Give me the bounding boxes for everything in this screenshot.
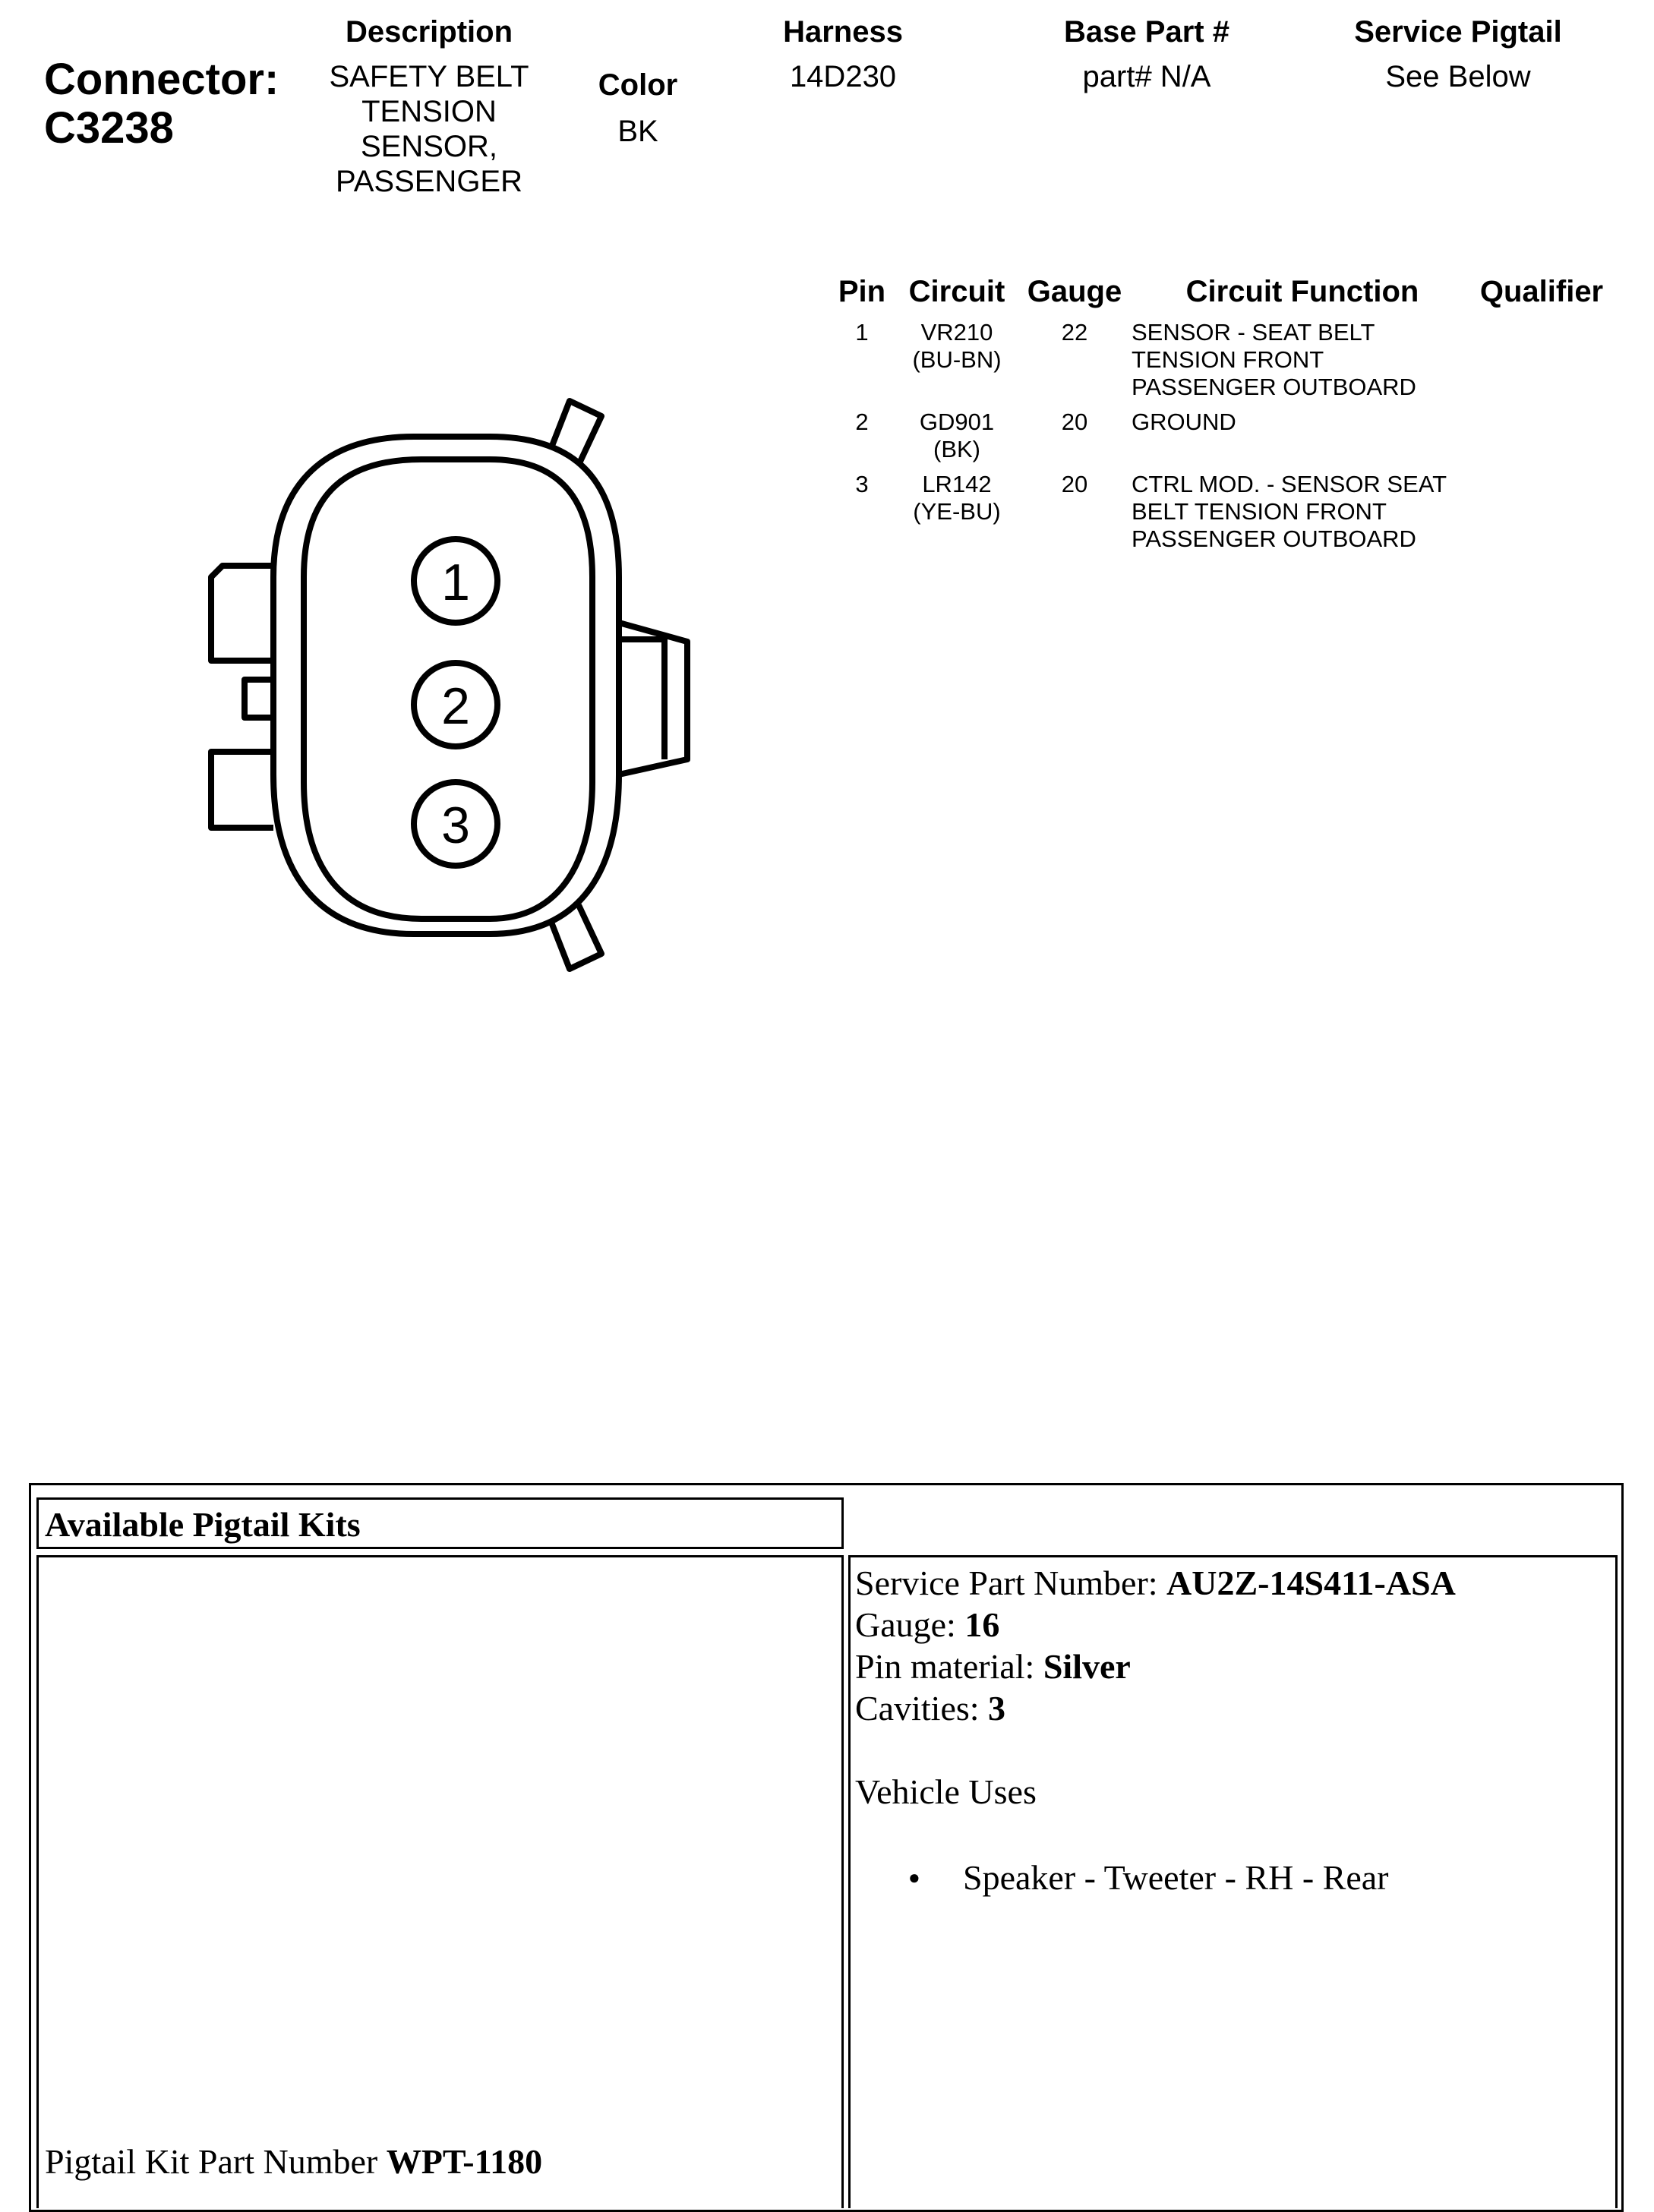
- top-latch: [551, 401, 601, 465]
- pin-label-2: 2: [441, 677, 470, 735]
- table-row-3-function: CTRL MOD. - SENSOR SEAT BELT TENSION FRONT PASSENGER OUTBOARD: [1132, 471, 1447, 552]
- table-row-1-pin: 1: [855, 319, 869, 346]
- pigtail-title-cell: [36, 1497, 844, 1549]
- description-label: Description: [345, 15, 513, 49]
- left-upper-tab: [211, 566, 273, 661]
- color-value: BK: [617, 115, 658, 148]
- service-pigtail-label: Service Pigtail: [1354, 15, 1562, 49]
- gauge-header: Gauge: [1027, 275, 1122, 308]
- cavities-line: [855, 1687, 1456, 1729]
- service-part-value: AU2Z-14S411-ASA: [1166, 1564, 1456, 1602]
- pin-material-value: Silver: [1043, 1647, 1131, 1686]
- vehicle-uses-label: Vehicle Uses: [855, 1772, 1037, 1811]
- table-row-2-circuit: GD901 (BK): [919, 409, 995, 462]
- cavities-value: 3: [988, 1689, 1006, 1728]
- circuit-header: Circuit: [908, 275, 1005, 308]
- color-label: Color: [598, 68, 678, 102]
- pigtail-left-cell: [36, 1555, 844, 2208]
- pin-label-1: 1: [441, 554, 470, 611]
- pin-header: Pin: [838, 275, 886, 308]
- table-row-2-gauge: 20: [1061, 409, 1088, 435]
- table-row-2-pin: 2: [855, 409, 869, 435]
- table-row-3-circuit: LR142 (YE-BU): [913, 471, 1001, 525]
- description-value: SAFETY BELT TENSION SENSOR, PASSENGER: [329, 60, 529, 198]
- connector-label: Connector:: [44, 55, 279, 104]
- pigtail-right-cell: [848, 1555, 1618, 2208]
- left-lower-tab: [211, 752, 273, 828]
- pigtail-section-title: Available Pigtail Kits: [45, 1505, 361, 1544]
- service-part-label: Service Part Number:: [855, 1564, 1167, 1602]
- pigtail-details: [855, 1562, 1456, 1898]
- service-pigtail-value: See Below: [1385, 60, 1531, 93]
- base-part-label: Base Part #: [1064, 15, 1229, 49]
- gauge-label: Gauge:: [855, 1605, 965, 1644]
- qualifier-header: Qualifier: [1479, 275, 1604, 308]
- base-part-value: part# N/A: [1082, 60, 1211, 93]
- table-row-3-gauge: 20: [1061, 471, 1088, 497]
- pin-label-3: 3: [441, 797, 470, 854]
- vehicle-uses-list: [908, 1857, 1456, 1898]
- pigtail-kit-part: [45, 2141, 542, 2182]
- gauge-line: [855, 1604, 1456, 1646]
- cavities-label: Cavities:: [855, 1689, 989, 1728]
- function-header: Circuit Function: [1185, 275, 1419, 308]
- table-row-3-pin: 3: [855, 471, 869, 497]
- right-tab: [619, 623, 687, 775]
- table-row-2-function: GROUND: [1132, 409, 1236, 435]
- table-row-1-circuit: VR210 (BU-BN): [912, 319, 1002, 373]
- table-row-1-gauge: 22: [1061, 319, 1088, 346]
- connector-id: C3238: [44, 103, 174, 153]
- harness-label: Harness: [783, 15, 903, 49]
- pin-material-line: [855, 1646, 1456, 1687]
- list-item: ● Speaker - Tweeter - RH - Rear: [908, 1857, 1456, 1898]
- left-key: [245, 680, 273, 718]
- right-tab-inner: [619, 639, 664, 759]
- harness-value: 14D230: [789, 60, 897, 93]
- service-part-line: [855, 1562, 1456, 1604]
- connector-face-diagram: [0, 0, 759, 1063]
- table-row-1-function: SENSOR - SEAT BELT TENSION FRONT PASSENGER OUTBOARD: [1132, 319, 1416, 400]
- gauge-value: 16: [964, 1605, 1000, 1644]
- pigtail-kit-part-label: Pigtail Kit Part Number: [45, 2142, 387, 2181]
- pin-material-label: Pin material:: [855, 1647, 1043, 1686]
- pigtail-kit-part-value: WPT-1180: [386, 2142, 543, 2181]
